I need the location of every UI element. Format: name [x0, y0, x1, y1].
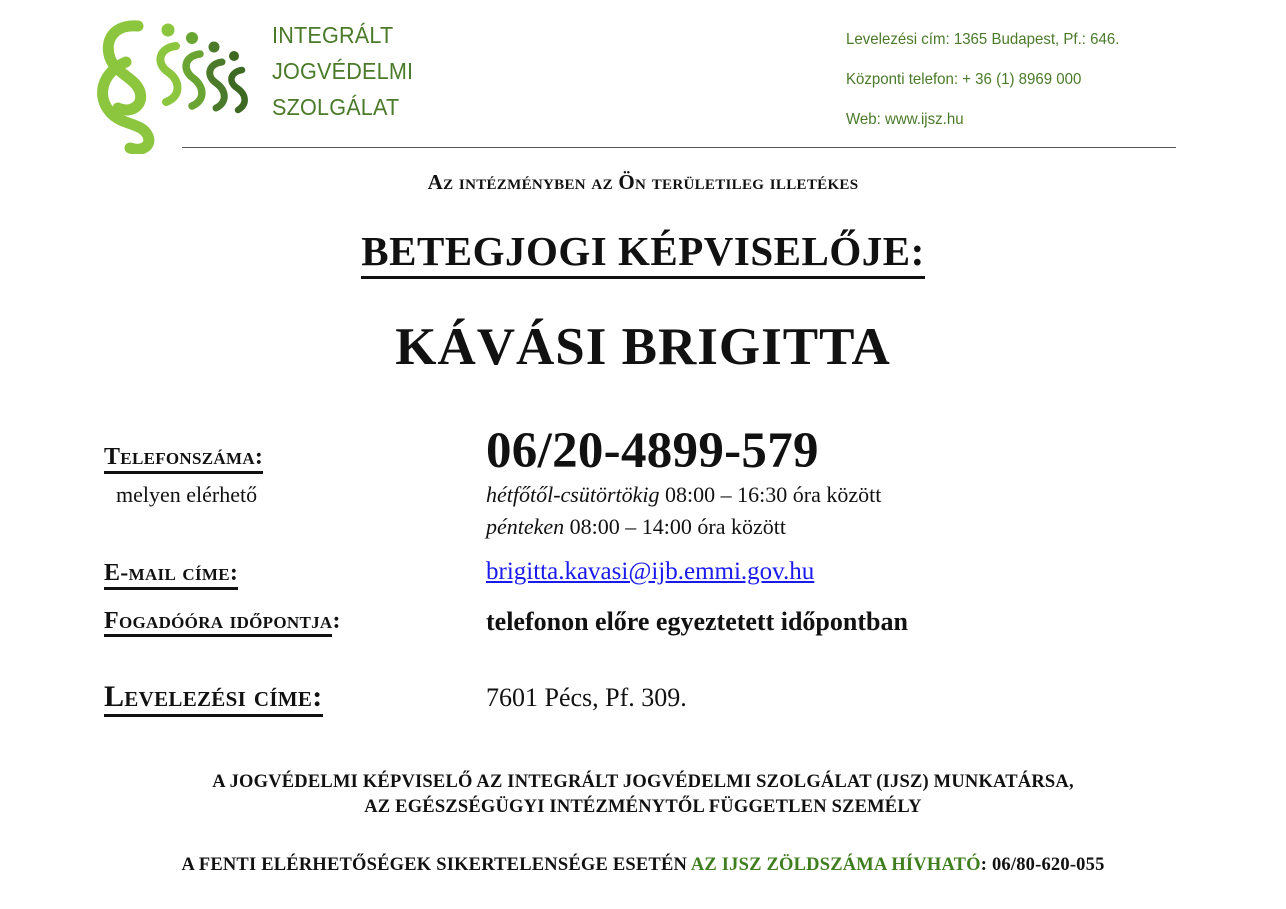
org-name-line-3: SZOLGÁLAT: [272, 94, 400, 120]
website: Web: www.ijsz.hu: [846, 111, 964, 128]
reception-label: [104, 607, 341, 635]
ijsz-logo: [96, 18, 256, 154]
postal-address: Levelezési cím: 1365 Budapest, Pf.: 646.: [846, 31, 1120, 48]
mailing-label: Levelezési címe:: [104, 680, 323, 717]
green-number: : 06/80-620-055: [980, 855, 1105, 875]
central-phone: Központi telefon: + 36 (1) 8969 000: [846, 71, 1082, 88]
hours-days-mon-thu: hétfőtől-csütörtökig: [486, 482, 660, 507]
hours-time-fri: 08:00 – 14:00 óra között: [564, 514, 786, 539]
rep-title: BETEGJOGI KÉPVISELŐJE:: [361, 226, 925, 279]
email-link[interactable]: brigitta.kavasi@ijb.emmi.gov.hu: [486, 558, 815, 585]
green-number-label: AZ IJSZ ZÖLDSZÁMA HÍVHATÓ: [690, 855, 981, 875]
independence-note-line-1: A JOGVÉDELMI KÉPVISELŐ AZ INTEGRÁLT JOGVÉDELMI SZOLGÁLAT (IJSZ) MUNKATÁRSA,: [212, 772, 1074, 792]
rep-name: KÁVÁSI BRIGITTA: [395, 318, 891, 376]
hours-time-mon-thu: 08:00 – 16:30 óra között: [659, 482, 882, 507]
reception-label-text: Fogadóóra időpontja: [104, 608, 332, 637]
header-divider: [182, 147, 1176, 148]
ijsz-paragraph-people-logo-icon: [96, 18, 256, 154]
fallback-hotline-note: [0, 855, 1286, 876]
org-name-line-1: INTEGRÁLT: [272, 22, 394, 48]
reception-label-colon: :: [332, 608, 341, 634]
fallback-prefix: A FENTI ELÉRHETŐSÉGEK SIKERTELENSÉGE ESETÉN: [181, 855, 691, 875]
hours-mon-thu: [486, 482, 881, 508]
org-name: [272, 17, 425, 125]
email-label: E-mail címe:: [104, 559, 238, 590]
hours-fri: [486, 514, 786, 540]
rep-title-wrap: [0, 226, 1286, 279]
phone-number: 06/20-4899-579: [486, 423, 819, 479]
phone-label: Telefonszáma:: [104, 443, 263, 474]
intro-text: Az intézményben az Ön területileg illetékes: [427, 170, 859, 194]
independence-note-line-2: AZ EGÉSZSÉGÜGYI INTÉZMÉNYTŐL FÜGGETLEN SZEMÉLY: [364, 797, 922, 817]
reception-value: telefonon előre egyeztetett időpontban: [486, 607, 908, 636]
mailing-address: 7601 Pécs, Pf. 309.: [486, 683, 687, 712]
header-contact-block: [846, 20, 1137, 140]
hours-days-fri: pénteken: [486, 514, 565, 539]
availability-label: melyen elérhető: [116, 482, 258, 507]
org-name-line-2: JOGVÉDELMI: [272, 58, 414, 84]
